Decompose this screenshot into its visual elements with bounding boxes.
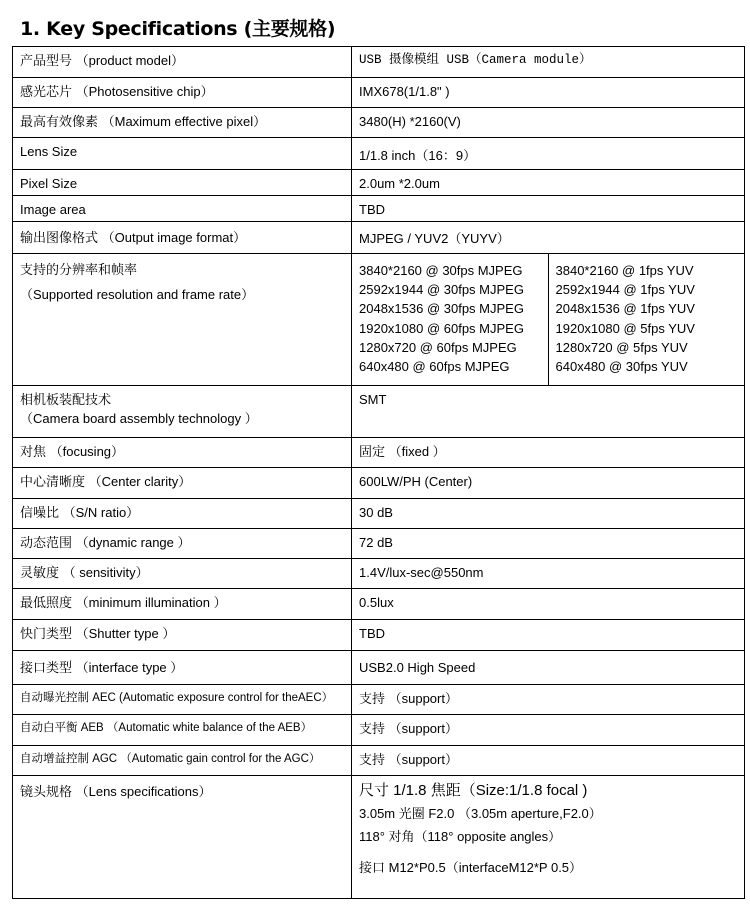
mode-item: 3840*2160 @ 1fps YUV (555, 263, 694, 278)
page-title: 1. Key Specifications (主要规格) (20, 18, 336, 40)
table-row (13, 170, 745, 196)
spec-label (13, 386, 352, 438)
mode-item: 1280x720 @ 60fps MJPEG (359, 339, 517, 355)
lens-line: 3.05m 光圈 F2.0 （3.05m aperture,F2.0） (359, 806, 602, 821)
spec-value: 0.5lux (352, 589, 745, 620)
spec-label (13, 254, 352, 386)
spec-value: 600LW/PH (Center) (352, 468, 745, 499)
spec-label: 灵敏度 （ sensitivity） (13, 559, 352, 589)
spec-label: Lens Size (13, 138, 352, 170)
spec-label: 对焦 （focusing） (13, 438, 352, 468)
spec-value: 2.0um *2.0um (352, 170, 745, 196)
table-row (13, 254, 745, 386)
table-row (13, 620, 745, 651)
table-row (13, 529, 745, 559)
spec-value: TBD (352, 196, 745, 222)
table-row (13, 776, 745, 899)
mode-item: 2592x1944 @ 1fps YUV (555, 282, 695, 298)
table-row (13, 78, 745, 108)
table-row (13, 47, 745, 78)
spec-value: 支持 （support） (352, 746, 745, 776)
table-row (13, 499, 745, 529)
lens-line: 尺寸 1/1.8 焦距（Size:1/1.8 focal ) (359, 782, 588, 799)
table-row (13, 559, 745, 589)
mode-item: 3840*2160 @ 30fps MJPEG (359, 263, 523, 278)
spec-label: Image area (13, 196, 352, 222)
spec-value: TBD (352, 620, 745, 651)
spec-label: 动态范围 （dynamic range ） (13, 529, 352, 559)
spec-value: MJPEG / YUV2（YUYV） (352, 222, 745, 254)
spec-label: 最低照度 （minimum illumination ） (13, 589, 352, 620)
table-row (13, 222, 745, 254)
table-row (13, 438, 745, 468)
spec-value: 1/1.8 inch（16：9） (352, 138, 745, 170)
spec-value: 72 dB (352, 529, 745, 559)
table-row (13, 685, 745, 715)
mode-item: 2048x1536 @ 30fps MJPEG (359, 301, 524, 317)
mode-item: 2048x1536 @ 1fps YUV (555, 301, 695, 317)
mode-item: 640x480 @ 60fps MJPEG (359, 359, 510, 375)
table-row (13, 715, 745, 746)
spec-label: 接口类型 （interface type ） (13, 651, 352, 685)
spec-label: 产品型号 （product model） (13, 47, 352, 78)
table-row (13, 108, 745, 138)
lens-values (352, 776, 745, 899)
mode-item: 1920x1080 @ 60fps MJPEG (359, 320, 524, 336)
yuv-modes (548, 254, 745, 386)
mode-item: 640x480 @ 30fps YUV (555, 359, 688, 375)
mode-item: 2592x1944 @ 30fps MJPEG (359, 282, 524, 298)
lens-line: 118° 对角（118° opposite angles） (359, 829, 562, 844)
table-row (13, 386, 745, 438)
spec-label: 信噪比 （S/N ratio） (13, 499, 352, 529)
spec-label: 快门类型 （Shutter type ） (13, 620, 352, 651)
spec-value: IMX678(1/1.8" ) (352, 78, 745, 108)
mjpeg-modes (352, 254, 549, 386)
spec-label: 最高有效像素 （Maximum effective pixel） (13, 108, 352, 138)
table-row (13, 651, 745, 685)
resolution-label-cn: 支持的分辨率和帧率 (20, 262, 138, 277)
assembly-label-cn: 相机板装配技术 (20, 392, 112, 407)
spec-value: 支持 （support） (352, 685, 745, 715)
spec-label: 自动白平衡 AEB （Automatic white balance of the AEB） (13, 715, 352, 746)
resolution-label-en: （Supported resolution and frame rate） (20, 287, 255, 302)
assembly-label-en: （Camera board assembly technology ） (20, 411, 258, 426)
spec-label: Pixel Size (13, 170, 352, 196)
table-row (13, 589, 745, 620)
lens-line: 接口 M12*P0.5（interfaceM12*P 0.5） (359, 860, 583, 875)
table-row (13, 138, 745, 170)
mode-item: 1280x720 @ 5fps YUV (555, 339, 688, 355)
spec-value: 1.4V/lux-sec@550nm (352, 559, 745, 589)
spec-value: 30 dB (352, 499, 745, 529)
spec-value: USB 摄像模组 USB（Camera module） (352, 47, 745, 78)
table-row (13, 746, 745, 776)
spec-label: 感光芯片 （Photosensitive chip） (13, 78, 352, 108)
mode-item: 1920x1080 @ 5fps YUV (555, 320, 695, 336)
spec-label: 中心清晰度 （Center clarity） (13, 468, 352, 499)
spec-value: 支持 （support） (352, 715, 745, 746)
spec-label: 自动增益控制 AGC （Automatic gain control for the AGC） (13, 746, 352, 776)
spec-value: USB2.0 High Speed (352, 651, 745, 685)
spec-table (12, 46, 745, 899)
spec-label: 自动曝光控制 AEC (Automatic exposure control for theAEC） (13, 685, 352, 715)
table-row (13, 196, 745, 222)
spec-label: 输出图像格式 （Output image format） (13, 222, 352, 254)
spec-value: SMT (352, 386, 745, 438)
table-row (13, 468, 745, 499)
spec-value: 3480(H) *2160(V) (352, 108, 745, 138)
spec-value: 固定 （fixed ） (352, 438, 745, 468)
spec-label: 镜头规格 （Lens specifications） (13, 776, 352, 899)
